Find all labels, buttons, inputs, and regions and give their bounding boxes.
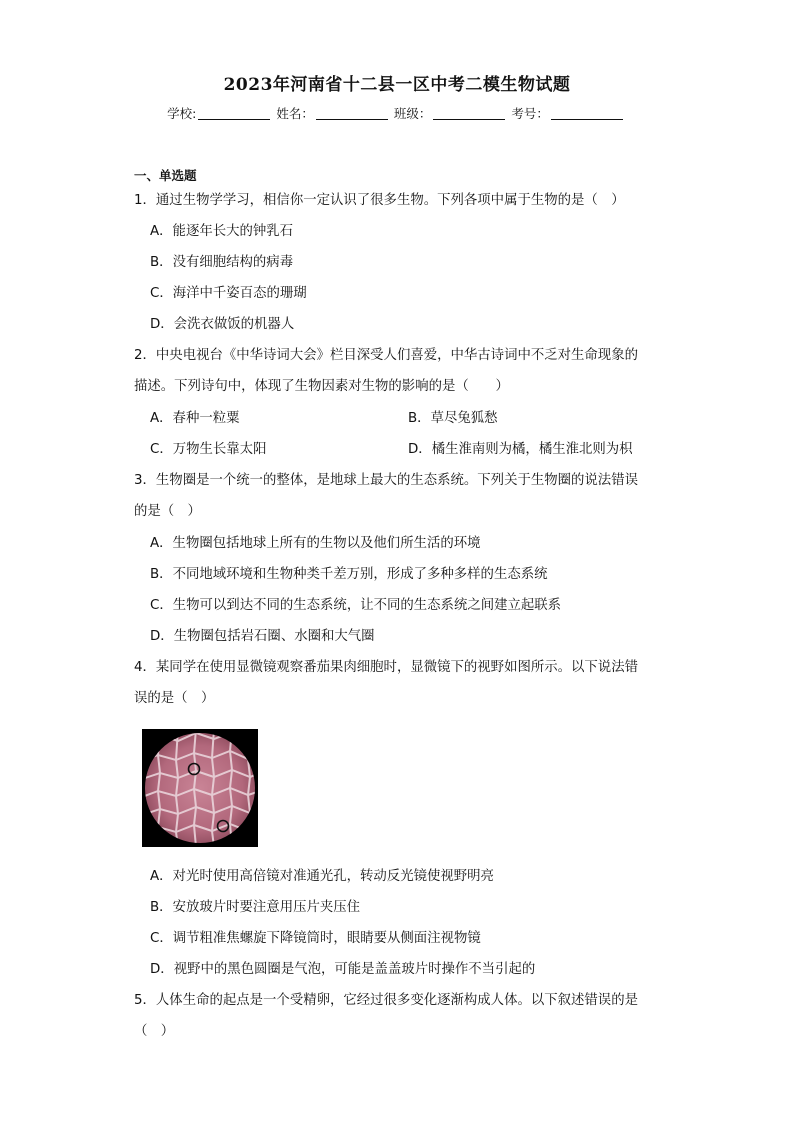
question-3-option-b: B．不同地域环境和生物种类千差万别，形成了多种多样的生态系统 — [150, 567, 548, 582]
name-blank — [316, 107, 388, 120]
question-4-stem-line-1: 4．某同学在使用显微镜观察番茄果肉细胞时，显微镜下的视野如图所示。以下说法错 — [134, 660, 638, 675]
question-3-option-a: A．生物圈包括地球上所有的生物以及他们所生活的环境 — [150, 536, 481, 551]
question-2-option-b: B．草尽兔狐愁 — [408, 411, 498, 426]
question-2-stem-line-1: 2．中央电视台《中华诗词大会》栏目深受人们喜爱，中华古诗词中不乏对生命现象的 — [134, 348, 638, 363]
school-blank — [198, 107, 270, 120]
school-label: 学校: — [167, 106, 197, 121]
question-5-stem-line-1: 5．人体生命的起点是一个受精卵，它经过很多变化逐渐构成人体。以下叙述错误的是 — [134, 993, 638, 1008]
question-4-option-d: D．视野中的黑色圆圈是气泡，可能是盖盖玻片时操作不当引起的 — [150, 962, 536, 977]
question-2-option-d: D．橘生淮南则为橘，橘生淮北则为枳 — [408, 442, 633, 457]
class-label: 班级： — [393, 106, 432, 121]
question-1-option-d: D．会洗衣做饭的机器人 — [150, 317, 295, 332]
question-3-stem-line-2: 的是（ ） — [134, 504, 201, 519]
id-blank — [551, 107, 623, 120]
name-label: 姓名： — [276, 106, 314, 121]
question-3-option-c: C．生物可以到达不同的生态系统，让不同的生态系统之间建立起联系 — [150, 598, 562, 613]
exam-title: 2023年河南省十二县一区中考二模生物试题 — [223, 75, 571, 95]
class-blank — [433, 107, 505, 120]
question-3-option-d: D．生物圈包括岩石圈、水圈和大气圈 — [150, 629, 375, 644]
question-1-stem: 1．通过生物学学习，相信你一定认识了很多生物。下列各项中属于生物的是（ ） — [134, 193, 625, 208]
question-3-stem-line-1: 3．生物圈是一个统一的整体，是地球上最大的生态系统。下列关于生物圈的说法错误 — [134, 473, 638, 488]
question-2-stem-line-2: 描述。下列诗句中，体现了生物因素对生物的影响的是（ ） — [134, 379, 509, 394]
student-info-line — [0, 104, 794, 122]
id-label: 考号： — [511, 106, 549, 121]
question-1-option-b: B．没有细胞结构的病毒 — [150, 255, 294, 270]
question-4-stem-line-2: 误的是（ ） — [134, 691, 215, 706]
question-5-stem-line-2: （ ） — [134, 1024, 175, 1039]
question-4-option-b: B．安放玻片时要注意用压片夹压住 — [150, 900, 361, 915]
question-1-option-a: A．能逐年长大的钟乳石 — [150, 224, 294, 239]
section-title: 一、单选题 — [134, 168, 197, 183]
question-1-option-c: C．海洋中千姿百态的珊瑚 — [150, 286, 307, 301]
microscope-field-icon — [142, 729, 258, 847]
question-2-option-c: C．万物生长靠太阳 — [150, 442, 267, 457]
question-2-option-a: A．春种一粒粟 — [150, 411, 240, 426]
question-4-option-a: A．对光时使用高倍镜对准通光孔，转动反光镜使视野明亮 — [150, 869, 494, 884]
question-4-option-c: C．调节粗准焦螺旋下降镜筒时，眼睛要从侧面注视物镜 — [150, 931, 481, 946]
